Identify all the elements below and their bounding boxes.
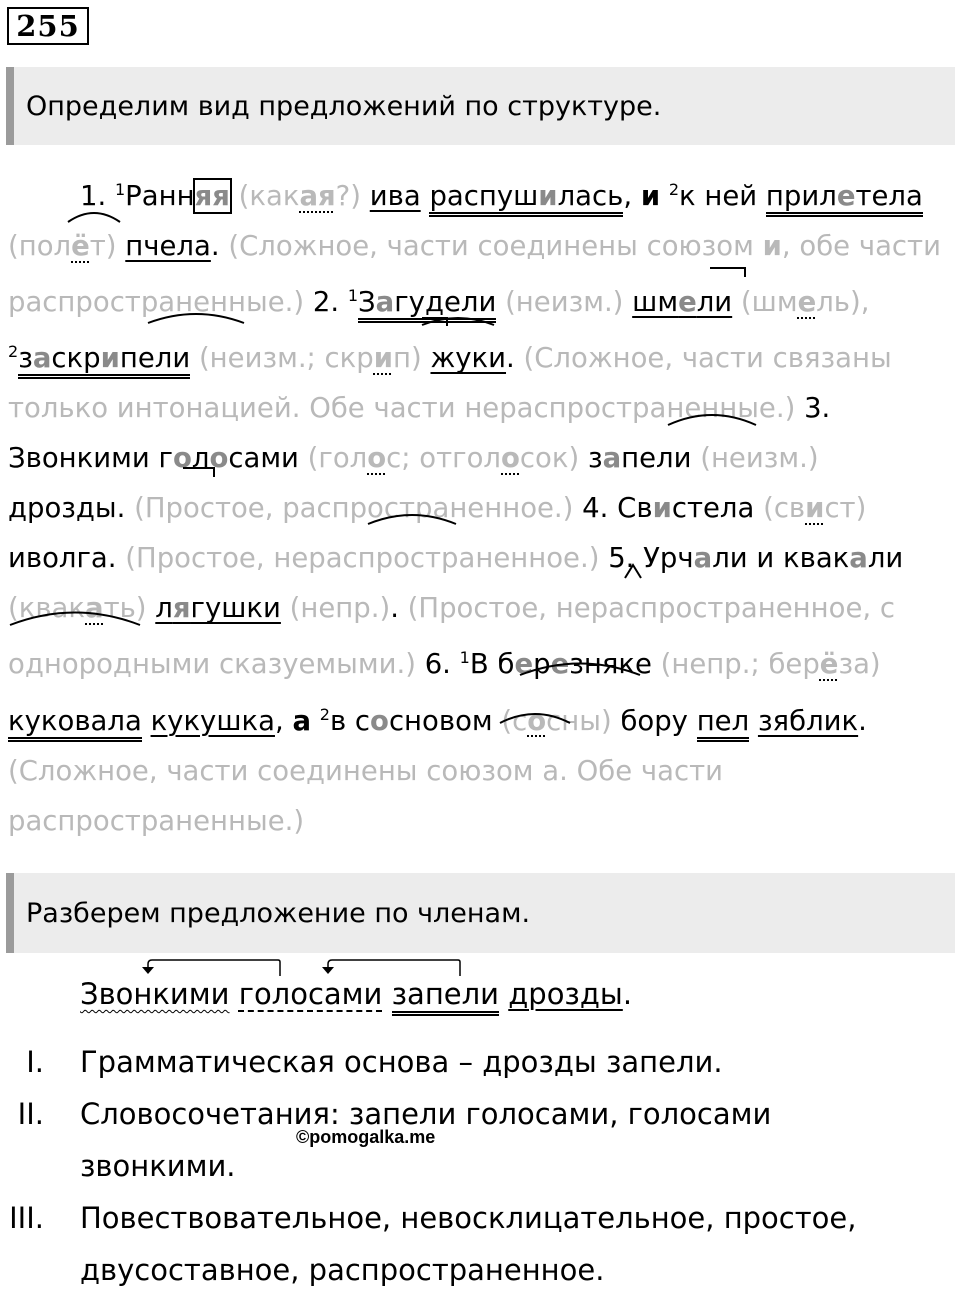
list-item-text: Словосочетания: запели голосами, голосами звонкими. <box>80 1097 772 1183</box>
exercise-number: 255 <box>7 7 89 45</box>
predicate-word: запели <box>392 977 499 1016</box>
section-heading-structure <box>6 67 955 145</box>
list-item-text: Грамматическая основа – дрозды запели. <box>80 1045 723 1079</box>
subject: лягушки <box>155 592 281 625</box>
list-numeral: III. <box>9 1201 44 1235</box>
analysis-list <box>0 1036 960 1296</box>
watermark: ©pomogalka.me <box>296 1127 436 1147</box>
predicate: распушилась <box>429 180 623 217</box>
list-item-text: Повествовательное, невосклицательное, простое, двусоставное, распространенное. <box>80 1201 857 1287</box>
subject: пчела <box>125 230 211 263</box>
subject: шмели <box>632 286 733 319</box>
predicate: пел <box>697 705 749 742</box>
parsed-sentence: Звонкими голосами запели дрозды. <box>80 972 632 1016</box>
predicate: Загудели <box>358 286 496 323</box>
definition-word: Звонкими <box>80 977 230 1011</box>
list-numeral: I. <box>26 1045 44 1079</box>
list-item <box>0 1036 960 1088</box>
analysis-paragraph: 1. $^1$Ранняя (какая?) ива распушилась, и $^2$к ней прилетела (полёт) пчела. (Сложное, части соединены союзом и, обе части распространенные.) 2. $^1$Загудели (неизм.) шмели (шмель), $^2$заскрипели (неизм.; скрип) жуки. (Сложное, части связаны только интонацией. Обе части нераспространенные.) 3. Звонкими голосами (голос; отголосок) запели (неизм.) дрозды. (Простое, распространенное.) 4. Свистела (свист) иволга. (Простое, нераспространенное.) 5. Урчали и квакали (квакать) лягушки (непр.). (Простое, нераспространенное, с однородными сказуемыми.) 6. $^1$В березняке (непр.; берёза) куковала кукушка, а $^2$в сосновом (сосны) бору пел зяблик. (Сложное, части соединены союзом а. Обе части распространенные.) <box>8 180 941 837</box>
subject: ива <box>369 180 421 213</box>
subject-word: дрозды <box>508 977 623 1011</box>
subject: зяблик <box>757 704 859 737</box>
section-heading-members <box>6 873 955 953</box>
section-heading-text: Определим вид предложений по структуре. <box>26 90 662 122</box>
predicate: заскрипели <box>18 342 190 379</box>
list-numeral: II. <box>17 1097 44 1131</box>
ending-box: яя <box>194 180 230 213</box>
predicate: куковала <box>8 705 142 742</box>
section-heading-text: Разберем предложение по членам. <box>26 897 531 929</box>
list-item <box>0 1088 960 1192</box>
subject: жуки <box>430 342 507 375</box>
list-item <box>0 1192 960 1296</box>
object-word: голосами <box>238 977 383 1011</box>
subject: кукушка <box>150 704 275 737</box>
predicate: прилетела <box>766 180 923 217</box>
